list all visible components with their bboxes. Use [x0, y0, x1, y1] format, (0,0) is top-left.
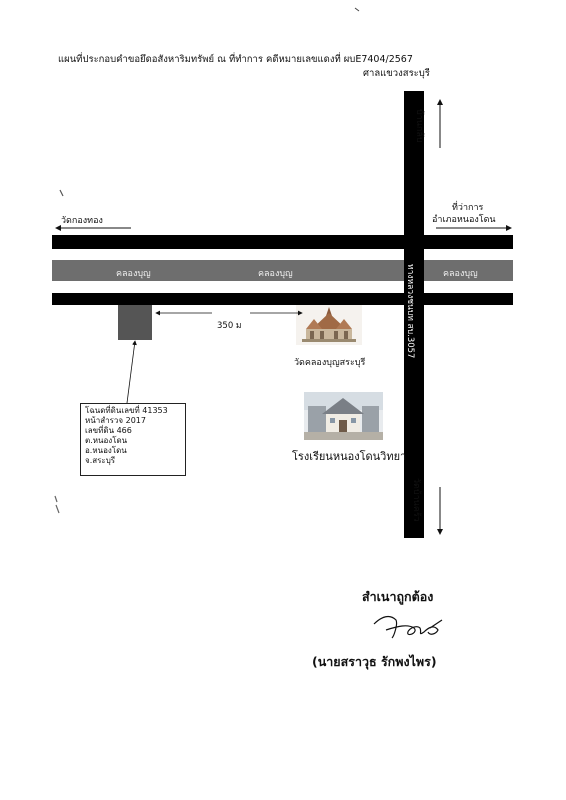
scan-mark-left-lower	[55, 496, 59, 513]
canal-label-right: คลองบุญ	[443, 269, 478, 279]
district-office-line2: อำเภอหนองโดน	[432, 215, 496, 225]
parcel-deed-number: โฉนดที่ดินเลขที่ 41353	[85, 406, 168, 415]
signer-name: (นายสราวุธ รักพงไพร)	[312, 654, 437, 669]
map-title: แผนที่ประกอบคำขอยึดอสังหาริมทรัพย์ ณ ที่ทำการ คดีหมายเลขแดงที่ ผบE7404/2567	[58, 54, 413, 65]
ban-klab-label: บ้านกล้บ	[414, 109, 424, 143]
canal-label-center: คลองบุญ	[258, 269, 293, 279]
parcel-land-number: เลขที่ดิน 466	[85, 426, 132, 435]
wat-ban-khao-label: วัดบ้านคร้ว	[411, 478, 421, 522]
court-name: ศาลแขวงสระบุรี	[363, 68, 430, 79]
distance-label: 350 ม	[217, 321, 242, 331]
school-label: โรงเรียนหนองโดนวิทยา	[292, 450, 407, 463]
parcel-province: จ.สระบุรี	[85, 456, 116, 465]
parcel-leader-line	[127, 341, 135, 403]
parcel-survey-page: หน้าสำรวจ 2017	[85, 416, 146, 425]
canal-label-left: คลองบุญ	[116, 269, 151, 279]
parcel-district: อ.หนองโดน	[85, 446, 127, 455]
certified-copy-label: สำเนาถูกต้อง	[362, 589, 434, 604]
district-office-line1: ที่ว่าการ	[452, 203, 484, 213]
scan-mark-left	[60, 190, 63, 196]
scan-mark-top	[355, 8, 359, 11]
wat-kong-thong-label: วัดกองทอง	[61, 216, 103, 226]
parcel-subdistrict: ต.หนองโดน	[85, 436, 128, 445]
rural-road-label: ทางหลวงชนบท สบ.3057	[405, 264, 415, 359]
signature	[368, 610, 448, 648]
wat-khlong-bun-label: วัดคลองบุญสระบุรี	[294, 358, 366, 368]
